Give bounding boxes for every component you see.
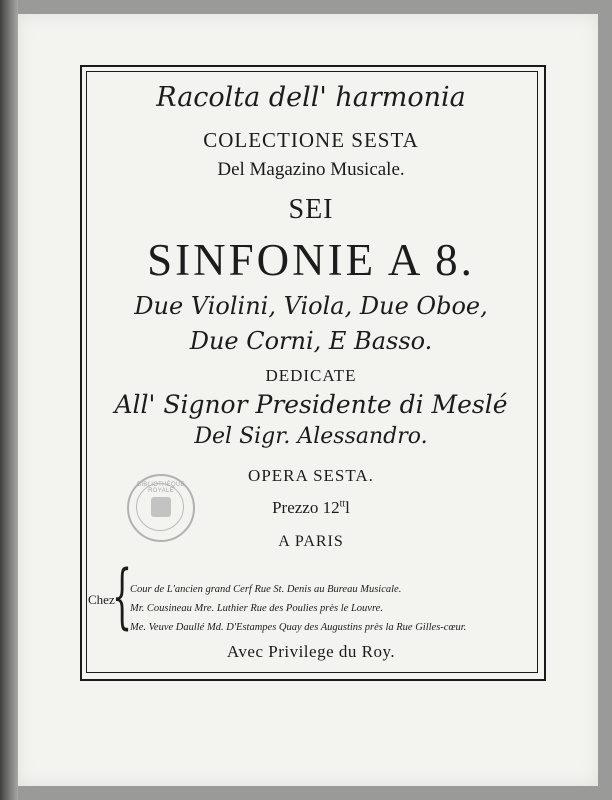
- city-line: A PARIS: [278, 533, 344, 550]
- address-line-3: Me. Veuve Daullé Md. D'Estampes Quay des Augustins près la Rue Gilles-cœur.: [130, 622, 467, 633]
- privilege-line: Avec Privilege du Roy.: [226, 642, 396, 661]
- collection-title: Racolta dell' harmonia: [156, 82, 466, 113]
- stamp-text: BIBLIOTHÈQUE ROYALE: [137, 482, 185, 494]
- book-spine: [0, 0, 18, 800]
- opus-line: OPERA SESTA.: [248, 466, 374, 485]
- sei-heading: SEI: [288, 194, 334, 225]
- price-suffix: l: [345, 498, 350, 517]
- stamp-emblem-icon: [151, 497, 171, 517]
- main-title: SINFONIE A 8.: [147, 235, 475, 285]
- collection-number: COLECTIONE SESTA: [203, 128, 419, 152]
- composer-line: Del Sigr. Alessandro.: [194, 424, 428, 449]
- price-superscript: tt: [339, 498, 346, 510]
- chez-label: Chez: [88, 592, 115, 607]
- library-stamp: [127, 474, 195, 542]
- address-line-1: Cour de L'ancien grand Cerf Rue St. Denis au Bureau Musicale.: [130, 584, 402, 595]
- dedication-heading: DEDICATE: [265, 366, 357, 385]
- dedicatee-line: All' Signor Presidente di Meslé: [114, 390, 508, 419]
- instrumentation-line-2: Due Corni, E Basso.: [189, 327, 433, 355]
- magazine-line: Del Magazino Musicale.: [217, 159, 405, 180]
- address-brace-icon: {: [112, 555, 133, 637]
- price-label: Prezzo 12: [272, 498, 340, 517]
- instrumentation-line-1: Due Violini, Viola, Due Oboe,: [134, 292, 488, 320]
- address-line-2: Mr. Cousineau Mre. Luthier Rue des Poulies près le Louvre.: [130, 603, 383, 614]
